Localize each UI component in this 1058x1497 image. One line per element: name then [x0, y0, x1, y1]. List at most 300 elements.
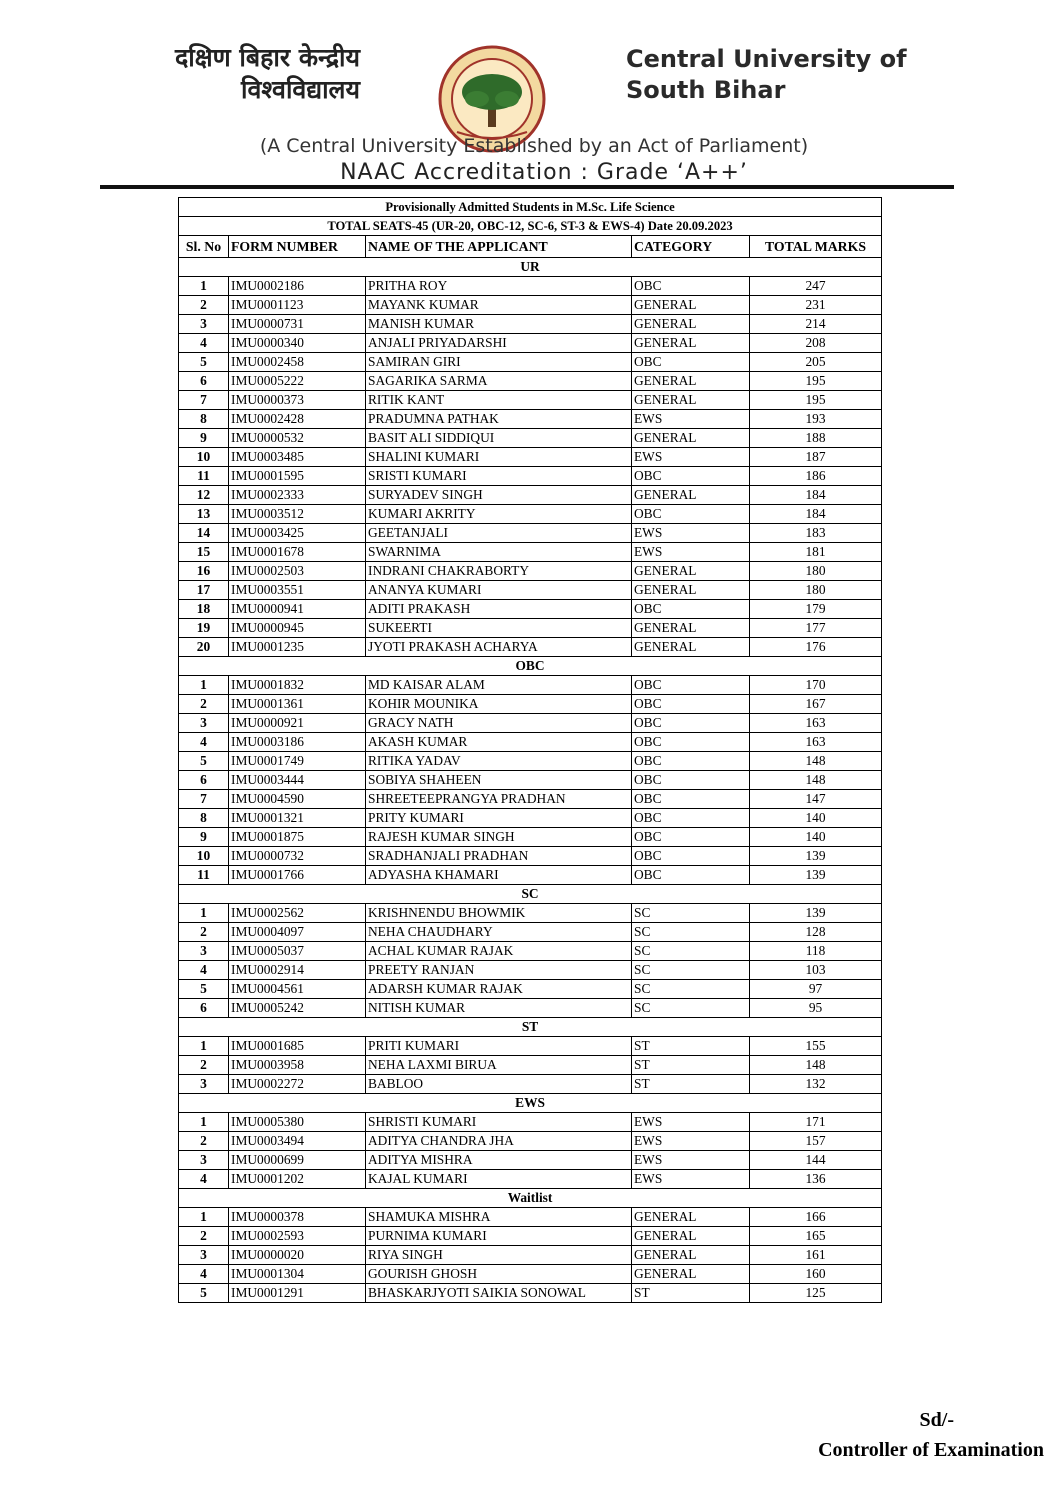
cell-slno: 4 — [179, 1265, 229, 1284]
cell-total-marks: 97 — [750, 980, 882, 999]
cell-applicant-name: SRISTI KUMARI — [366, 467, 632, 486]
cell-form-number: IMU0001291 — [229, 1284, 366, 1303]
admission-list-table — [178, 197, 882, 1303]
cell-form-number: IMU0005222 — [229, 372, 366, 391]
cell-form-number: IMU0001202 — [229, 1170, 366, 1189]
table-row — [179, 1132, 882, 1151]
section-name: EWS — [179, 1094, 882, 1113]
table-row — [179, 942, 882, 961]
cell-form-number: IMU0004097 — [229, 923, 366, 942]
cell-form-number: IMU0003425 — [229, 524, 366, 543]
cell-category: OBC — [632, 695, 750, 714]
table-row — [179, 980, 882, 999]
cell-total-marks: 118 — [750, 942, 882, 961]
table-row — [179, 1208, 882, 1227]
cell-category: EWS — [632, 1170, 750, 1189]
cell-form-number: IMU0001875 — [229, 828, 366, 847]
cell-total-marks: 157 — [750, 1132, 882, 1151]
cell-total-marks: 195 — [750, 372, 882, 391]
col-header-slno: Sl. No — [179, 236, 229, 258]
cell-slno: 17 — [179, 581, 229, 600]
cell-total-marks: 163 — [750, 714, 882, 733]
cell-applicant-name: PRITI KUMARI — [366, 1037, 632, 1056]
table-row — [179, 1284, 882, 1303]
cell-total-marks: 139 — [750, 904, 882, 923]
signature-block — [818, 1405, 1044, 1465]
table-row — [179, 733, 882, 752]
cell-category: OBC — [632, 600, 750, 619]
cell-form-number: IMU0001685 — [229, 1037, 366, 1056]
cell-total-marks: 148 — [750, 1056, 882, 1075]
cell-slno: 5 — [179, 980, 229, 999]
cell-slno: 8 — [179, 809, 229, 828]
table-subtitle-row — [179, 217, 882, 236]
col-header-form-number: FORM NUMBER — [229, 236, 366, 258]
cell-form-number: IMU0005380 — [229, 1113, 366, 1132]
table-row — [179, 752, 882, 771]
cell-total-marks: 176 — [750, 638, 882, 657]
cell-form-number: IMU0001678 — [229, 543, 366, 562]
cell-total-marks: 95 — [750, 999, 882, 1018]
table-row — [179, 543, 882, 562]
cell-form-number: IMU0001235 — [229, 638, 366, 657]
cell-slno: 2 — [179, 1056, 229, 1075]
table-row — [179, 1075, 882, 1094]
cell-category: OBC — [632, 847, 750, 866]
cell-form-number: IMU0002272 — [229, 1075, 366, 1094]
cell-category: GENERAL — [632, 372, 750, 391]
cell-applicant-name: RAJESH KUMAR SINGH — [366, 828, 632, 847]
cell-applicant-name: GOURISH GHOSH — [366, 1265, 632, 1284]
table-row — [179, 619, 882, 638]
cell-total-marks: 188 — [750, 429, 882, 448]
section-header-row — [179, 1189, 882, 1208]
cell-category: OBC — [632, 790, 750, 809]
cell-form-number: IMU0000532 — [229, 429, 366, 448]
cell-total-marks: 163 — [750, 733, 882, 752]
cell-total-marks: 205 — [750, 353, 882, 372]
cell-total-marks: 140 — [750, 809, 882, 828]
cell-applicant-name: SUKEERTI — [366, 619, 632, 638]
cell-slno: 9 — [179, 429, 229, 448]
section-name: SC — [179, 885, 882, 904]
cell-form-number: IMU0001595 — [229, 467, 366, 486]
cell-total-marks: 184 — [750, 505, 882, 524]
table-row — [179, 562, 882, 581]
cell-form-number: IMU0004590 — [229, 790, 366, 809]
cell-applicant-name: ACHAL KUMAR RAJAK — [366, 942, 632, 961]
cell-total-marks: 187 — [750, 448, 882, 467]
table-row — [179, 1151, 882, 1170]
cell-slno: 4 — [179, 334, 229, 353]
cell-form-number: IMU0002186 — [229, 277, 366, 296]
table-row — [179, 296, 882, 315]
cell-category: ST — [632, 1284, 750, 1303]
cell-form-number: IMU0003444 — [229, 771, 366, 790]
cell-slno: 2 — [179, 1227, 229, 1246]
table-row — [179, 1265, 882, 1284]
cell-applicant-name: PRITHA ROY — [366, 277, 632, 296]
cell-applicant-name: SHAMUKA MISHRA — [366, 1208, 632, 1227]
cell-form-number: IMU0002914 — [229, 961, 366, 980]
cell-category: GENERAL — [632, 638, 750, 657]
table-row — [179, 391, 882, 410]
cell-applicant-name: MANISH KUMAR — [366, 315, 632, 334]
cell-category: ST — [632, 1037, 750, 1056]
table-row — [179, 847, 882, 866]
cell-total-marks: 148 — [750, 752, 882, 771]
cell-category: OBC — [632, 676, 750, 695]
column-header-row — [179, 236, 882, 258]
cell-total-marks: 140 — [750, 828, 882, 847]
cell-applicant-name: RIYA SINGH — [366, 1246, 632, 1265]
cell-form-number: IMU0000699 — [229, 1151, 366, 1170]
cell-applicant-name: GRACY NATH — [366, 714, 632, 733]
cell-category: GENERAL — [632, 296, 750, 315]
cell-slno: 5 — [179, 752, 229, 771]
section-header-row — [179, 1018, 882, 1037]
cell-form-number: IMU0005037 — [229, 942, 366, 961]
table-row — [179, 809, 882, 828]
cell-applicant-name: NEHA LAXMI BIRUA — [366, 1056, 632, 1075]
cell-slno: 1 — [179, 1113, 229, 1132]
cell-form-number: IMU0003958 — [229, 1056, 366, 1075]
cell-applicant-name: KOHIR MOUNIKA — [366, 695, 632, 714]
cell-slno: 14 — [179, 524, 229, 543]
cell-form-number: IMU0001321 — [229, 809, 366, 828]
cell-total-marks: 214 — [750, 315, 882, 334]
cell-category: OBC — [632, 733, 750, 752]
table-row — [179, 695, 882, 714]
table-row — [179, 1113, 882, 1132]
cell-category: OBC — [632, 771, 750, 790]
cell-applicant-name: MAYANK KUMAR — [366, 296, 632, 315]
section-name: Waitlist — [179, 1189, 882, 1208]
cell-category: OBC — [632, 277, 750, 296]
cell-form-number: IMU0000731 — [229, 315, 366, 334]
cell-category: GENERAL — [632, 1208, 750, 1227]
cell-category: OBC — [632, 752, 750, 771]
cell-form-number: IMU0001361 — [229, 695, 366, 714]
cell-slno: 19 — [179, 619, 229, 638]
table-row — [179, 1037, 882, 1056]
signature-designation: Controller of Examination — [818, 1439, 1044, 1461]
cell-slno: 1 — [179, 676, 229, 695]
cell-total-marks: 193 — [750, 410, 882, 429]
table-row — [179, 372, 882, 391]
section-name: UR — [179, 258, 882, 277]
table-row — [179, 277, 882, 296]
section-header-row — [179, 1094, 882, 1113]
table-row — [179, 524, 882, 543]
table-row — [179, 923, 882, 942]
cell-slno: 1 — [179, 1208, 229, 1227]
cell-form-number: IMU0000373 — [229, 391, 366, 410]
table-row — [179, 353, 882, 372]
cell-slno: 1 — [179, 277, 229, 296]
cell-slno: 6 — [179, 771, 229, 790]
cell-applicant-name: SAGARIKA SARMA — [366, 372, 632, 391]
section-name: OBC — [179, 657, 882, 676]
cell-slno: 2 — [179, 1132, 229, 1151]
cell-category: SC — [632, 904, 750, 923]
cell-total-marks: 247 — [750, 277, 882, 296]
cell-slno: 16 — [179, 562, 229, 581]
cell-applicant-name: SURYADEV SINGH — [366, 486, 632, 505]
cell-slno: 2 — [179, 695, 229, 714]
hindi-line-2: विश्वविद्यालय — [241, 75, 360, 104]
cell-total-marks: 166 — [750, 1208, 882, 1227]
table-row — [179, 334, 882, 353]
cell-slno: 4 — [179, 733, 229, 752]
cell-form-number: IMU0001832 — [229, 676, 366, 695]
cell-total-marks: 136 — [750, 1170, 882, 1189]
cell-category: SC — [632, 999, 750, 1018]
cell-slno: 20 — [179, 638, 229, 657]
cell-total-marks: 181 — [750, 543, 882, 562]
cell-category: GENERAL — [632, 562, 750, 581]
cell-applicant-name: RITIK KANT — [366, 391, 632, 410]
cell-slno: 15 — [179, 543, 229, 562]
table-title-row — [179, 198, 882, 217]
cell-applicant-name: SHRISTI KUMARI — [366, 1113, 632, 1132]
cell-category: GENERAL — [632, 619, 750, 638]
cell-applicant-name: SOBIYA SHAHEEN — [366, 771, 632, 790]
cell-slno: 4 — [179, 961, 229, 980]
cell-category: EWS — [632, 543, 750, 562]
cell-total-marks: 170 — [750, 676, 882, 695]
col-header-applicant-name: NAME OF THE APPLICANT — [366, 236, 632, 258]
col-header-total-marks: TOTAL MARKS — [750, 236, 882, 258]
cell-slno: 6 — [179, 999, 229, 1018]
table-row — [179, 790, 882, 809]
cell-form-number: IMU0003551 — [229, 581, 366, 600]
cell-form-number: IMU0004561 — [229, 980, 366, 999]
cell-slno: 3 — [179, 1151, 229, 1170]
cell-total-marks: 208 — [750, 334, 882, 353]
cell-form-number: IMU0002458 — [229, 353, 366, 372]
cell-category: EWS — [632, 448, 750, 467]
cell-form-number: IMU0003485 — [229, 448, 366, 467]
cell-applicant-name: GEETANJALI — [366, 524, 632, 543]
cell-form-number: IMU0000732 — [229, 847, 366, 866]
cell-total-marks: 147 — [750, 790, 882, 809]
cell-category: GENERAL — [632, 486, 750, 505]
section-header-row — [179, 258, 882, 277]
cell-total-marks: 132 — [750, 1075, 882, 1094]
cell-applicant-name: ANANYA KUMARI — [366, 581, 632, 600]
cell-category: GENERAL — [632, 581, 750, 600]
section-header-row — [179, 657, 882, 676]
cell-slno: 4 — [179, 1170, 229, 1189]
cell-total-marks: 180 — [750, 562, 882, 581]
cell-total-marks: 125 — [750, 1284, 882, 1303]
cell-applicant-name: PRADUMNA PATHAK — [366, 410, 632, 429]
table-row — [179, 638, 882, 657]
cell-category: GENERAL — [632, 429, 750, 448]
cell-category: ST — [632, 1056, 750, 1075]
cell-slno: 3 — [179, 315, 229, 334]
cell-slno: 1 — [179, 904, 229, 923]
cell-applicant-name: ADITI PRAKASH — [366, 600, 632, 619]
cell-applicant-name: AKASH KUMAR — [366, 733, 632, 752]
cell-form-number: IMU0002333 — [229, 486, 366, 505]
cell-form-number: IMU0002428 — [229, 410, 366, 429]
cell-category: GENERAL — [632, 315, 750, 334]
cell-total-marks: 186 — [750, 467, 882, 486]
cell-total-marks: 183 — [750, 524, 882, 543]
cell-slno: 8 — [179, 410, 229, 429]
cell-applicant-name: RITIKA YADAV — [366, 752, 632, 771]
cell-applicant-name: BASIT ALI SIDDIQUI — [366, 429, 632, 448]
cell-category: ST — [632, 1075, 750, 1094]
table-row — [179, 1170, 882, 1189]
cell-applicant-name: NEHA CHAUDHARY — [366, 923, 632, 942]
cell-category: OBC — [632, 467, 750, 486]
cell-applicant-name: SRADHANJALI PRADHAN — [366, 847, 632, 866]
cell-applicant-name: NITISH KUMAR — [366, 999, 632, 1018]
cell-slno: 11 — [179, 866, 229, 885]
cell-applicant-name: KUMARI AKRITY — [366, 505, 632, 524]
table-row — [179, 410, 882, 429]
cell-category: EWS — [632, 1151, 750, 1170]
table-row — [179, 828, 882, 847]
cell-category: EWS — [632, 1113, 750, 1132]
cell-slno: 10 — [179, 847, 229, 866]
cell-applicant-name: JYOTI PRAKASH ACHARYA — [366, 638, 632, 657]
cell-applicant-name: PREETY RANJAN — [366, 961, 632, 980]
cell-category: OBC — [632, 828, 750, 847]
cell-slno: 18 — [179, 600, 229, 619]
table-row — [179, 505, 882, 524]
cell-applicant-name: KRISHNENDU BHOWMIK — [366, 904, 632, 923]
cell-applicant-name: ADITYA CHANDRA JHA — [366, 1132, 632, 1151]
cell-slno: 3 — [179, 942, 229, 961]
cell-applicant-name: INDRANI CHAKRABORTY — [366, 562, 632, 581]
cell-slno: 7 — [179, 391, 229, 410]
cell-total-marks: 171 — [750, 1113, 882, 1132]
table-row — [179, 429, 882, 448]
cell-category: GENERAL — [632, 1265, 750, 1284]
cell-applicant-name: ADARSH KUMAR RAJAK — [366, 980, 632, 999]
cell-form-number: IMU0000921 — [229, 714, 366, 733]
cell-form-number: IMU0000020 — [229, 1246, 366, 1265]
cell-total-marks: 177 — [750, 619, 882, 638]
section-name: ST — [179, 1018, 882, 1037]
table-row — [179, 1227, 882, 1246]
cell-slno: 12 — [179, 486, 229, 505]
table-row — [179, 866, 882, 885]
table-row — [179, 448, 882, 467]
col-header-category: CATEGORY — [632, 236, 750, 258]
cell-category: SC — [632, 923, 750, 942]
cell-total-marks: 165 — [750, 1227, 882, 1246]
cell-applicant-name: SAMIRAN GIRI — [366, 353, 632, 372]
cell-form-number: IMU0001766 — [229, 866, 366, 885]
act-statement: (A Central University Established by an Act of Parliament) — [259, 135, 809, 157]
cell-slno: 2 — [179, 296, 229, 315]
cell-category: OBC — [632, 714, 750, 733]
cell-category: SC — [632, 961, 750, 980]
cell-total-marks: 139 — [750, 866, 882, 885]
cell-total-marks: 160 — [750, 1265, 882, 1284]
naac-accreditation: NAAC Accreditation : Grade ‘A++’ — [340, 160, 748, 185]
table-body — [179, 198, 882, 1303]
cell-category: GENERAL — [632, 1246, 750, 1265]
cell-applicant-name: SHREETEEPRANGYA PRADHAN — [366, 790, 632, 809]
cell-applicant-name: KAJAL KUMARI — [366, 1170, 632, 1189]
table-row — [179, 961, 882, 980]
cell-slno: 3 — [179, 1075, 229, 1094]
cell-form-number: IMU0001123 — [229, 296, 366, 315]
cell-total-marks: 144 — [750, 1151, 882, 1170]
cell-category: OBC — [632, 505, 750, 524]
table-row — [179, 771, 882, 790]
cell-slno: 7 — [179, 790, 229, 809]
cell-slno: 2 — [179, 923, 229, 942]
cell-form-number: IMU0003494 — [229, 1132, 366, 1151]
table-row — [179, 486, 882, 505]
cell-slno: 5 — [179, 353, 229, 372]
table-row — [179, 581, 882, 600]
cell-category: EWS — [632, 410, 750, 429]
cell-form-number: IMU0000945 — [229, 619, 366, 638]
university-name-hindi — [110, 42, 360, 106]
cell-total-marks: 167 — [750, 695, 882, 714]
cell-applicant-name: ADITYA MISHRA — [366, 1151, 632, 1170]
cell-category: SC — [632, 980, 750, 999]
table-row — [179, 600, 882, 619]
cell-form-number: IMU0000378 — [229, 1208, 366, 1227]
cell-total-marks: 179 — [750, 600, 882, 619]
cell-total-marks: 184 — [750, 486, 882, 505]
cell-total-marks: 195 — [750, 391, 882, 410]
table-row — [179, 1246, 882, 1265]
cell-slno: 1 — [179, 1037, 229, 1056]
cell-total-marks: 180 — [750, 581, 882, 600]
cell-form-number: IMU0000941 — [229, 600, 366, 619]
table-row — [179, 904, 882, 923]
cell-category: GENERAL — [632, 391, 750, 410]
cell-applicant-name: SWARNIMA — [366, 543, 632, 562]
cell-slno: 11 — [179, 467, 229, 486]
cell-total-marks: 139 — [750, 847, 882, 866]
cell-slno: 6 — [179, 372, 229, 391]
cell-slno: 5 — [179, 1284, 229, 1303]
university-name-english — [626, 44, 907, 106]
cell-applicant-name: PRITY KUMARI — [366, 809, 632, 828]
signature-sd: Sd/- — [919, 1409, 954, 1431]
cell-category: GENERAL — [632, 334, 750, 353]
cell-form-number: IMU0005242 — [229, 999, 366, 1018]
cell-total-marks: 128 — [750, 923, 882, 942]
cell-total-marks: 155 — [750, 1037, 882, 1056]
table-row — [179, 467, 882, 486]
table-row — [179, 1056, 882, 1075]
cell-total-marks: 148 — [750, 771, 882, 790]
cell-form-number: IMU0002562 — [229, 904, 366, 923]
cell-category: SC — [632, 942, 750, 961]
cell-form-number: IMU0001304 — [229, 1265, 366, 1284]
section-header-row — [179, 885, 882, 904]
cell-category: OBC — [632, 866, 750, 885]
cell-form-number: IMU0002503 — [229, 562, 366, 581]
table-row — [179, 999, 882, 1018]
cell-slno: 9 — [179, 828, 229, 847]
cell-slno: 10 — [179, 448, 229, 467]
table-row — [179, 315, 882, 334]
cell-form-number: IMU0003512 — [229, 505, 366, 524]
